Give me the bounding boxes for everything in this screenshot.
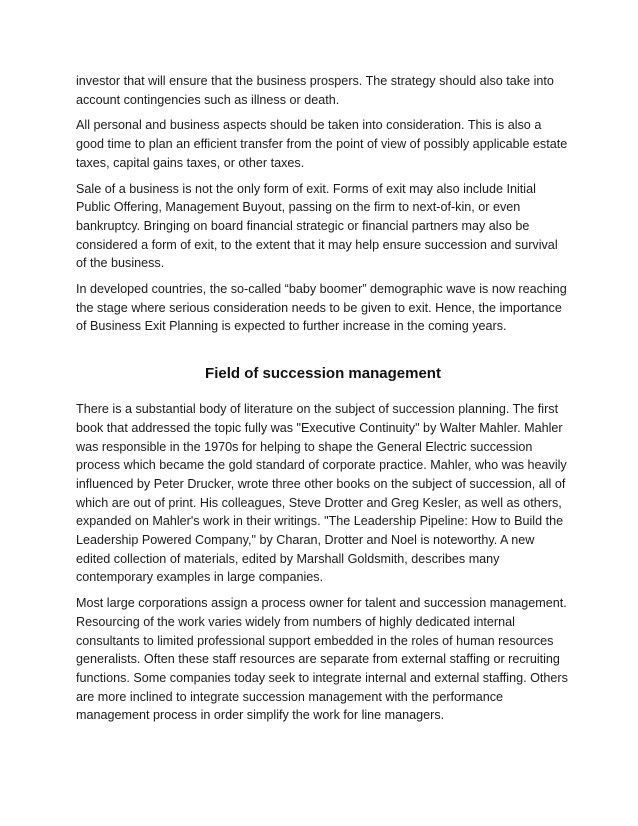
paragraph-field-1: There is a substantial body of literature on the subject of succession planning. The first book that addressed the topic fully was "Executive Continuity" by Walter Mahler. Mahler was responsible in the 1970s for helping to shape the General Electric succession process which became the gold standard of corporate practice. Mahler, who was heavily influenced by Peter Drucker, wrote three other books on the subject of succession, all of which are out of print. His colleagues, Steve Drotter and Greg Kesler, as well as others, expanded on Mahler's work in their writings. "The Leadership Pipeline: How to Build the Leadership Powered Company," by Charan, Drotter and Noel is noteworthy. A new edited collection of materials, edited by Marshall Goldsmith, describes many contemporary examples in large companies.	[76, 402, 567, 585]
paragraph-intro-1: investor that will ensure that the business prospers. The strategy should also take into account contingencies such as illness or death.	[76, 74, 554, 107]
paragraph-intro-3: Sale of a business is not the only form of exit. Forms of exit may also include Initial Public Offering, Management Buyout, passing on the firm to next-of-kin, or even bankruptcy. Bringing on board financial strategic or financial partners may also be considered a form of exit, to the extent that it may help ensure succession and survival of the business.	[76, 181, 558, 271]
paragraph-intro-4: In developed countries, the so-called “baby boomer” demographic wave is now reaching the stage where serious consideration needs to be given to exit. Hence, the importance of Business Exit Planning is expected to further increase in the coming years.	[76, 282, 567, 334]
paragraph-intro-2: All personal and business aspects should be taken into consideration. This is also a good time to plan an efficient transfer from the point of view of possibly applicable estate taxes, capital gains taxes, or other taxes.	[76, 118, 568, 170]
paragraph-field-2: Most large corporations assign a process owner for talent and succession management. Resourcing of the work varies widely from numbers of highly dedicated internal consultants to limited professional support embedded in the roles of human resources generalists. Often these staff resources are separate from external staffing or recruiting functions. Some companies today seek to integrate internal and external staffing. Others are more inclined to integrate succession management with the performance management process in order simplify the work for line managers.	[76, 596, 568, 723]
document-body	[76, 72, 570, 732]
section-heading: Field of succession management	[205, 365, 441, 383]
